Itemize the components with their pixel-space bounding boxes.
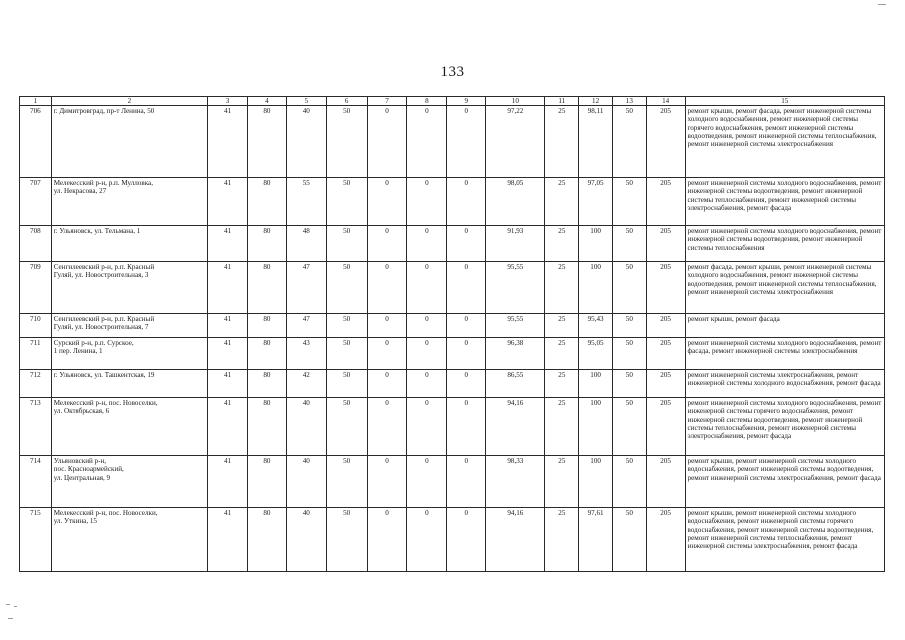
- value-cell: 25: [545, 370, 579, 398]
- header-cell: 4: [247, 97, 286, 106]
- value-cell: 0: [367, 262, 407, 314]
- value-cell: 25: [545, 314, 579, 338]
- value-cell: 42: [286, 370, 326, 398]
- value-cell: 0: [447, 398, 486, 456]
- value-cell: 50: [612, 370, 646, 398]
- value-cell: 80: [247, 314, 286, 338]
- row-number: 712: [20, 370, 52, 398]
- works-cell: ремонт инженерной системы холодного водоснабжения, ремонт инженерной системы горячего водоснабжения, ремонт инженерной системы водоотведения, ремонт инженерной системы теплоснабжения, ремонт инженерной системы электроснабжения, ремонт фасада: [685, 398, 884, 456]
- header-cell: 2: [51, 97, 207, 106]
- row-number: 706: [20, 106, 52, 178]
- value-cell: 80: [247, 106, 286, 178]
- table-row: [20, 398, 885, 456]
- value-cell: 95,55: [486, 314, 545, 338]
- row-number: 713: [20, 398, 52, 456]
- value-cell: 50: [326, 370, 367, 398]
- value-cell: 0: [407, 314, 447, 338]
- value-cell: 0: [447, 226, 486, 262]
- value-cell: 0: [447, 106, 486, 178]
- table-row: [20, 106, 885, 178]
- works-cell: ремонт крыши, ремонт инженерной системы холодного водоснабжения, ремонт инженерной системы горячего водоснабжения, ремонт инженерной системы водоотведения, ремонт инженерной системы теплоснабжения, ремонт инженерной системы электроснабжения, ремонт фасада: [685, 508, 884, 572]
- value-cell: 50: [612, 314, 646, 338]
- table-row: [20, 338, 885, 370]
- value-cell: 91,93: [486, 226, 545, 262]
- row-number: 709: [20, 262, 52, 314]
- works-cell: ремонт инженерной системы электроснабжения, ремонт инженерной системы холодного водоснабжения, ремонт фасада: [685, 370, 884, 398]
- header-row: [20, 97, 885, 106]
- value-cell: 95,05: [579, 338, 613, 370]
- header-cell: 9: [447, 97, 486, 106]
- row-number: 708: [20, 226, 52, 262]
- value-cell: 47: [286, 262, 326, 314]
- value-cell: 80: [247, 262, 286, 314]
- value-cell: 25: [545, 338, 579, 370]
- header-cell: 10: [486, 97, 545, 106]
- value-cell: 205: [646, 178, 685, 226]
- value-cell: 100: [579, 370, 613, 398]
- value-cell: 94,16: [486, 508, 545, 572]
- value-cell: 25: [545, 178, 579, 226]
- value-cell: 50: [326, 262, 367, 314]
- value-cell: 205: [646, 338, 685, 370]
- value-cell: 41: [208, 226, 248, 262]
- value-cell: 205: [646, 106, 685, 178]
- value-cell: 0: [407, 178, 447, 226]
- value-cell: 50: [612, 456, 646, 508]
- value-cell: 95,43: [579, 314, 613, 338]
- value-cell: 98,11: [579, 106, 613, 178]
- header-cell: 3: [208, 97, 248, 106]
- row-number: 707: [20, 178, 52, 226]
- header-cell: 11: [545, 97, 579, 106]
- value-cell: 0: [447, 178, 486, 226]
- table-row: [20, 178, 885, 226]
- value-cell: 0: [367, 338, 407, 370]
- table-row: [20, 314, 885, 338]
- value-cell: 50: [326, 456, 367, 508]
- value-cell: 25: [545, 226, 579, 262]
- address-cell: Сурский р-н, р.п. Сурское, 1 пер. Ленина, 1: [51, 338, 207, 370]
- header-cell: 13: [612, 97, 646, 106]
- value-cell: 205: [646, 262, 685, 314]
- value-cell: 205: [646, 508, 685, 572]
- header-cell: 14: [646, 97, 685, 106]
- page-number: 133: [440, 64, 465, 80]
- row-number: 711: [20, 338, 52, 370]
- value-cell: 80: [247, 456, 286, 508]
- value-cell: 0: [367, 508, 407, 572]
- address-cell: г. Ульяновск, ул. Тельмана, 1: [51, 226, 207, 262]
- value-cell: 0: [407, 370, 447, 398]
- value-cell: 0: [367, 106, 407, 178]
- value-cell: 0: [367, 456, 407, 508]
- value-cell: 41: [208, 106, 248, 178]
- value-cell: 50: [612, 262, 646, 314]
- value-cell: 0: [367, 178, 407, 226]
- value-cell: 50: [326, 508, 367, 572]
- value-cell: 94,16: [486, 398, 545, 456]
- value-cell: 100: [579, 398, 613, 456]
- value-cell: 0: [407, 398, 447, 456]
- value-cell: 48: [286, 226, 326, 262]
- value-cell: 50: [326, 178, 367, 226]
- value-cell: 50: [326, 106, 367, 178]
- works-cell: ремонт крыши, ремонт инженерной системы холодного водоснабжения, ремонт инженерной системы водоотведения, ремонт инженерной системы электроснабжения, ремонт фасада: [685, 456, 884, 508]
- value-cell: 50: [612, 508, 646, 572]
- header-cell: 5: [286, 97, 326, 106]
- value-cell: 50: [326, 226, 367, 262]
- works-cell: ремонт инженерной системы холодного водоснабжения, ремонт фасада, ремонт инженерной системы электроснабжения: [685, 338, 884, 370]
- value-cell: 0: [407, 106, 447, 178]
- value-cell: 50: [326, 314, 367, 338]
- value-cell: 50: [612, 398, 646, 456]
- value-cell: 100: [579, 456, 613, 508]
- table-row: [20, 508, 885, 572]
- value-cell: 100: [579, 262, 613, 314]
- value-cell: 97,05: [579, 178, 613, 226]
- value-cell: 0: [447, 456, 486, 508]
- value-cell: 41: [208, 338, 248, 370]
- value-cell: 25: [545, 508, 579, 572]
- header-cell: 6: [326, 97, 367, 106]
- scan-speck: [14, 606, 17, 607]
- value-cell: 80: [247, 338, 286, 370]
- row-number: 710: [20, 314, 52, 338]
- value-cell: 40: [286, 398, 326, 456]
- value-cell: 0: [447, 262, 486, 314]
- value-cell: 98,33: [486, 456, 545, 508]
- value-cell: 41: [208, 314, 248, 338]
- value-cell: 97,22: [486, 106, 545, 178]
- value-cell: 80: [247, 508, 286, 572]
- value-cell: 41: [208, 398, 248, 456]
- value-cell: 47: [286, 314, 326, 338]
- value-cell: 86,55: [486, 370, 545, 398]
- header-cell: 12: [579, 97, 613, 106]
- value-cell: 50: [612, 106, 646, 178]
- scan-speck: [878, 4, 886, 5]
- value-cell: 40: [286, 508, 326, 572]
- value-cell: 96,38: [486, 338, 545, 370]
- value-cell: 25: [545, 262, 579, 314]
- value-cell: 41: [208, 370, 248, 398]
- value-cell: 0: [407, 262, 447, 314]
- table-row: [20, 226, 885, 262]
- address-cell: Мелекесский р-н, пос. Новоселки, ул. Уткина, 15: [51, 508, 207, 572]
- value-cell: 80: [247, 178, 286, 226]
- value-cell: 80: [247, 226, 286, 262]
- address-cell: Сенгилеевский р-н, р.п. Красный Гуляй, ул. Новостроительная, 7: [51, 314, 207, 338]
- table-row: [20, 262, 885, 314]
- value-cell: 0: [447, 370, 486, 398]
- works-cell: ремонт крыши, ремонт фасада, ремонт инженерной системы холодного водоснабжения, ремонт инженерной системы горячего водоснабжения, ремонт инженерной системы водоотведения, ремонт инженерной системы теплоснабжения, ремонт инженерной системы электроснабжения: [685, 106, 884, 178]
- address-cell: Сенгилеевский р-н, р.п. Красный Гуляй, ул. Новостроительная, 3: [51, 262, 207, 314]
- works-cell: ремонт инженерной системы холодного водоснабжения, ремонт инженерной системы водоотведения, ремонт инженерной системы теплоснабжения, ремонт инженерной системы электроснабжения, ремонт фасада: [685, 178, 884, 226]
- value-cell: 41: [208, 178, 248, 226]
- address-cell: Мелекесский р-н, пос. Новоселки, ул. Октябрьская, 6: [51, 398, 207, 456]
- value-cell: 205: [646, 314, 685, 338]
- repair-register-table: [19, 96, 885, 572]
- value-cell: 25: [545, 456, 579, 508]
- scan-speck: [6, 604, 10, 605]
- value-cell: 0: [407, 508, 447, 572]
- value-cell: 55: [286, 178, 326, 226]
- value-cell: 0: [407, 226, 447, 262]
- works-cell: ремонт инженерной системы холодного водоснабжения, ремонт инженерной системы водоотведения, ремонт инженерной системы теплоснабжения: [685, 226, 884, 262]
- scan-speck: [8, 618, 13, 619]
- value-cell: 0: [407, 456, 447, 508]
- header-cell: 1: [20, 97, 52, 106]
- value-cell: 205: [646, 456, 685, 508]
- value-cell: 43: [286, 338, 326, 370]
- table-row: [20, 456, 885, 508]
- value-cell: 80: [247, 398, 286, 456]
- value-cell: 41: [208, 456, 248, 508]
- table-row: [20, 370, 885, 398]
- value-cell: 0: [367, 398, 407, 456]
- value-cell: 25: [545, 398, 579, 456]
- value-cell: 50: [612, 178, 646, 226]
- value-cell: 0: [447, 508, 486, 572]
- value-cell: 205: [646, 398, 685, 456]
- value-cell: 50: [612, 226, 646, 262]
- works-cell: ремонт крыши, ремонт фасада: [685, 314, 884, 338]
- value-cell: 0: [367, 314, 407, 338]
- value-cell: 0: [367, 370, 407, 398]
- value-cell: 40: [286, 106, 326, 178]
- row-number: 714: [20, 456, 52, 508]
- value-cell: 41: [208, 508, 248, 572]
- value-cell: 98,05: [486, 178, 545, 226]
- row-number: 715: [20, 508, 52, 572]
- header-cell: 7: [367, 97, 407, 106]
- value-cell: 0: [447, 314, 486, 338]
- header-cell: 15: [685, 97, 884, 106]
- value-cell: 40: [286, 456, 326, 508]
- address-cell: г. Димитровград, пр-т Ленина, 50: [51, 106, 207, 178]
- value-cell: 0: [447, 338, 486, 370]
- value-cell: 50: [612, 338, 646, 370]
- address-cell: г. Ульяновск, ул. Ташкентская, 19: [51, 370, 207, 398]
- address-cell: Ульяновский р-н, пос. Красноармейский, ул. Центральная, 9: [51, 456, 207, 508]
- value-cell: 95,55: [486, 262, 545, 314]
- value-cell: 80: [247, 370, 286, 398]
- value-cell: 0: [367, 226, 407, 262]
- value-cell: 0: [407, 338, 447, 370]
- address-cell: Мелекесский р-н, р.п. Мулловка, ул. Некрасова, 27: [51, 178, 207, 226]
- value-cell: 41: [208, 262, 248, 314]
- value-cell: 97,61: [579, 508, 613, 572]
- value-cell: 205: [646, 226, 685, 262]
- value-cell: 25: [545, 106, 579, 178]
- value-cell: 205: [646, 370, 685, 398]
- value-cell: 50: [326, 398, 367, 456]
- header-cell: 8: [407, 97, 447, 106]
- value-cell: 100: [579, 226, 613, 262]
- works-cell: ремонт фасада, ремонт крыши, ремонт инженерной системы холодного водоснабжения, ремонт инженерной системы водоотведения, ремонт инженерной системы теплоснабжения, ремонт инженерной системы электроснабжения: [685, 262, 884, 314]
- value-cell: 50: [326, 338, 367, 370]
